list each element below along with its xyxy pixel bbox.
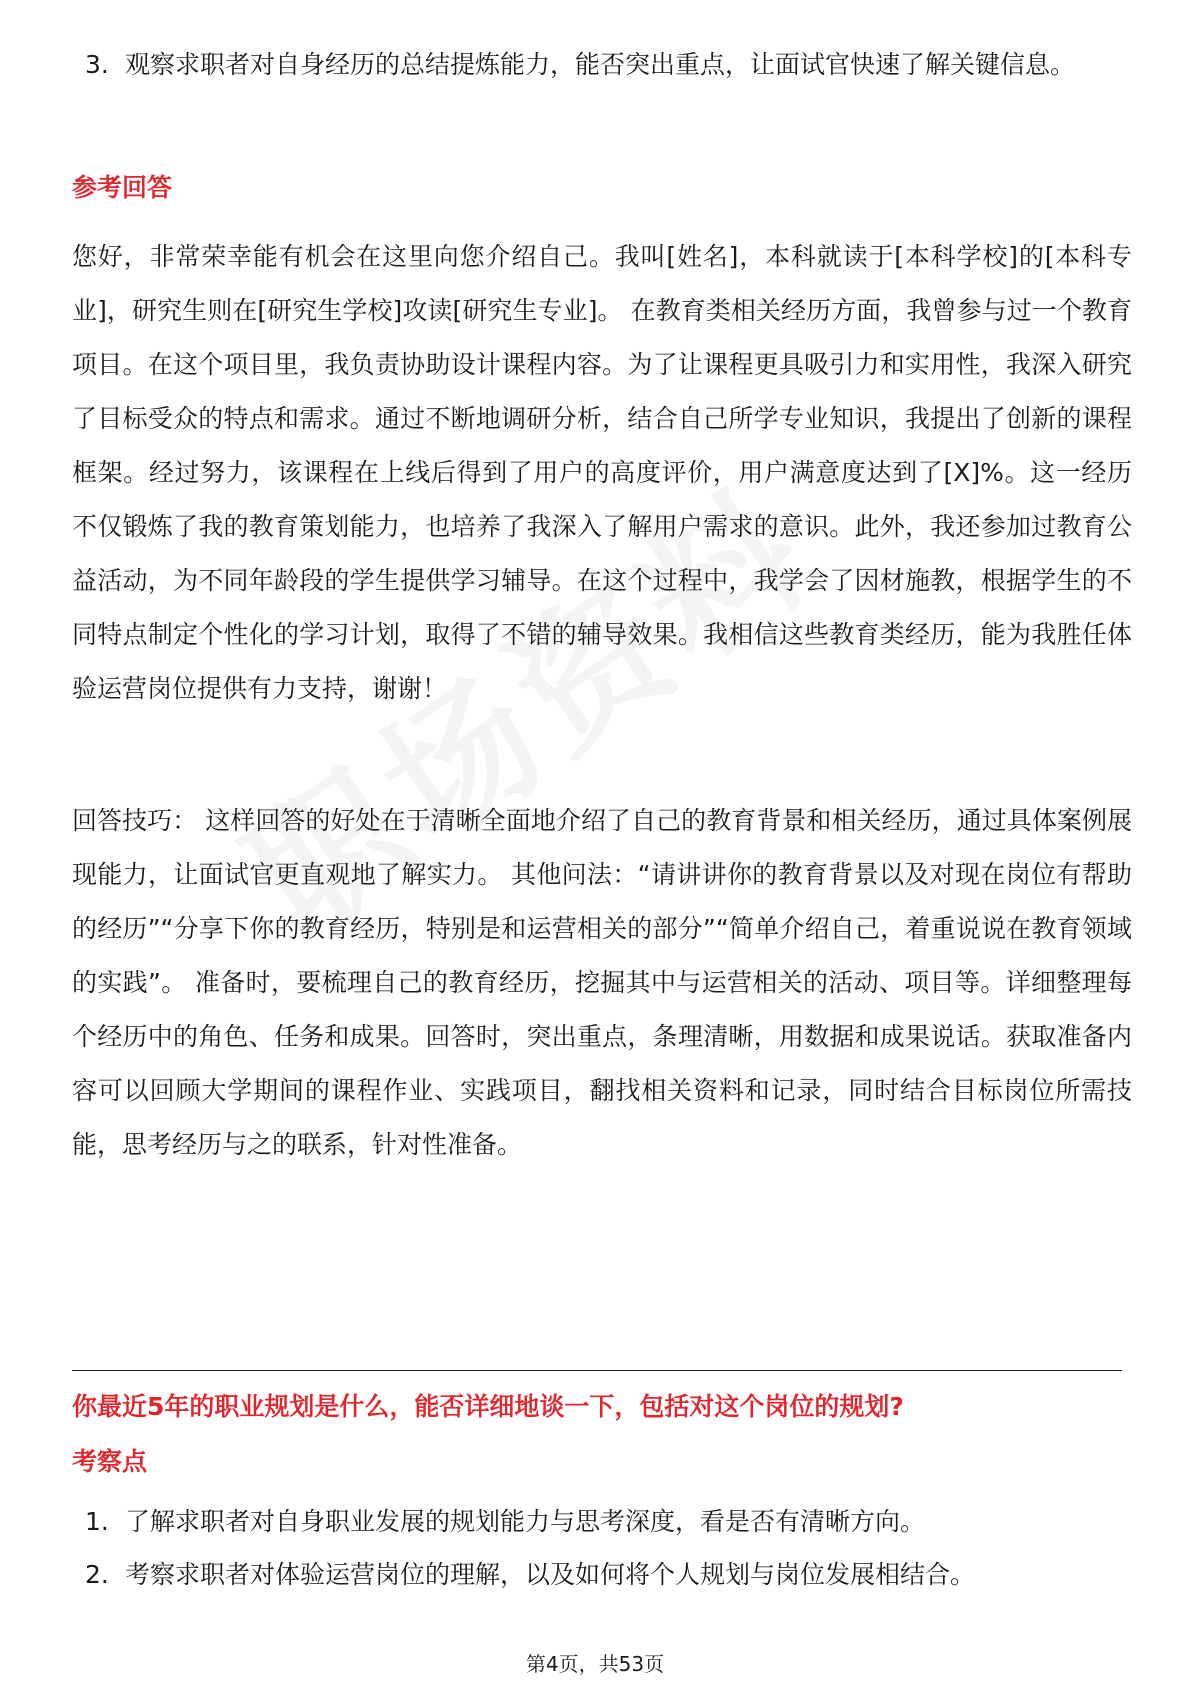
question-title: 你最近5年的职业规划是什么，能否详细地谈一下，包括对这个岗位的规划? (72, 1392, 904, 1421)
list-number: 3. (85, 50, 109, 79)
answer-heading: 参考回答 (72, 173, 173, 202)
tips-paragraph: 回答技巧： 这样回答的好处在于清晰全面地介绍了自己的教育背景和相关经历，通过具体案例展现能力，让面试官更直观地了解实力。 其他问法：“请讲讲你的教育背景以及对现在岗位有帮助的经历”“分享下你的教育经历，特别是和运营相关的部分”“简单介绍自己，着重说说在教育领域的实践”。 准备时，要梳理自己的教育经历，挖掘其中与运营相关的活动、项目等。详细整理每个经历中的角色、任务和成果。回答时，突出重点，条理清晰，用数据和成果说话。获取准备内容可以回顾大学期间的课程作业、实践项目，翻找相关资料和记录，同时结合目标岗位所需技能，思考经历与之的联系，针对性准备。 (72, 806, 1132, 1159)
list-item-1 (72, 1497, 1122, 1547)
list-number: 2. (85, 1560, 109, 1589)
list-number: 1. (85, 1507, 109, 1536)
page-footer: 第4页，共53页 (525, 1652, 665, 1676)
list-text: 观察求职者对自身经历的总结提炼能力，能否突出重点，让面试官快速了解关键信息。 (125, 50, 1076, 79)
list-item-3 (72, 40, 1122, 90)
section-divider (72, 1370, 1122, 1371)
list-item-2 (72, 1550, 1122, 1600)
answer-paragraph: 您好，非常荣幸能有机会在这里向您介绍自己。我叫[姓名]，本科就读于[本科学校]的[本科专业]，研究生则在[研究生学校]攻读[研究生专业]。 在教育类相关经历方面，我曾参与过一个教育项目。在这个项目里，我负责协助设计课程内容。为了让课程更具吸引力和实用性，我深入研究了目标受众的特点和需求。通过不断地调研分析，结合自己所学专业知识，我提出了创新的课程框架。经过努力，该课程在上线后得到了用户的高度评价，用户满意度达到了[X]%。这一经历不仅锻炼了我的教育策划能力，也培养了我深入了解用户需求的意识。此外，我还参加过教育公益活动，为不同年龄段的学生提供学习辅导。在这个过程中，我学会了因材施教，根据学生的不同特点制定个性化的学习计划，取得了不错的辅导效果。我相信这些教育类经历，能为我胜任体验运营岗位提供有力支持，谢谢！ (72, 242, 1132, 703)
points-heading: 考察点 (72, 1447, 148, 1476)
list-text: 考察求职者对体验运营岗位的理解，以及如何将个人规划与岗位发展相结合。 (125, 1560, 976, 1589)
list-text: 了解求职者对自身职业发展的规划能力与思考深度，看是否有清晰方向。 (125, 1507, 926, 1536)
